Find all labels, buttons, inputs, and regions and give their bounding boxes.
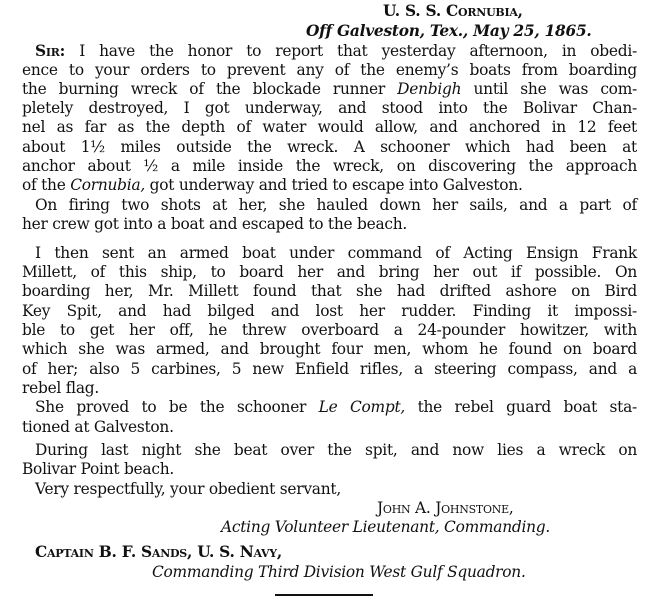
closing-line: Very respectfully, your obedient servant,	[35, 480, 341, 498]
paragraph-3-line-2: Millett, of this ship, to board her and bring her out if possible. On	[22, 263, 637, 281]
paragraph-1-line-8	[22, 176, 523, 195]
ship-name-denbigh: Denbigh	[397, 80, 462, 98]
paragraph-1-line-1	[35, 42, 637, 61]
paragraph-5-line-1: During last night she beat over the spit, and now lies a wreck on	[35, 441, 637, 459]
paragraph-4-line-1	[35, 398, 637, 417]
ship-heading	[383, 2, 523, 21]
text-segment: She proved to be the schooner	[35, 398, 319, 416]
ship-name: U. S. S. Cornubia,	[383, 2, 523, 20]
paragraph-3-line-8: rebel flag.	[22, 379, 100, 397]
location-date: Off Galveston, Tex., May 25, 1865.	[306, 22, 592, 40]
paragraph-2-line-1: On firing two shots at her, she hauled down her sails, and a part of	[35, 196, 637, 214]
signature-title: Acting Volunteer Lieutenant, Commanding.	[221, 518, 551, 536]
paragraph-3-line-5: ble to get her off, he threw overboard a 24-pounder howitzer, with	[22, 321, 637, 339]
addressee-title: Commanding Third Division West Gulf Squadron.	[152, 563, 526, 581]
paragraph-3-line-3: boarding her, Mr. Millett found that she had drifted ashore on Bird	[22, 282, 637, 300]
paragraph-1-line-6: about 1½ miles outside the wreck. A schooner which had been at	[22, 138, 637, 156]
text-segment: the burning wreck of the blockade runner	[22, 80, 398, 98]
ship-name-cornubia: Cornubia,	[70, 176, 146, 194]
signature-name: John A. Johnstone,	[377, 499, 514, 517]
schooner-name: Le Compt,	[318, 398, 406, 416]
paragraph-1-line-7: anchor about ½ a mile inside the wreck, on discovering the approach	[22, 157, 637, 175]
paragraph-4-line-2: tioned at Galveston.	[22, 418, 174, 436]
paragraph-5-line-2: Bolivar Point beach.	[22, 460, 175, 478]
text-line: I have the honor to report that yesterday afternoon, in obedi-	[79, 42, 637, 60]
paragraph-3-line-4: Key Spit, and had bilged and lost her rudder. Finding it impossi-	[22, 302, 637, 320]
paragraph-1-line-5: nel as far as the depth of water would allow, and anchored in 12 feet	[22, 118, 637, 136]
text-segment: the rebel guard boat sta-	[405, 398, 637, 416]
paragraph-3-line-6: which she was armed, and brought four men, whom he found on board	[22, 340, 637, 358]
text-segment: of the	[22, 176, 71, 194]
paragraph-1-line-2: ence to your orders to prevent any of the enemy’s boats from boarding	[22, 61, 637, 79]
text-segment: until she was com-	[461, 80, 637, 98]
text-segment: got underway and tried to escape into Galveston.	[145, 176, 523, 194]
paragraph-3-line-7: of her; also 5 carbines, 5 new Enfield rifles, a steering compass, and a	[22, 360, 637, 378]
salutation: Sir:	[35, 42, 66, 60]
addressee-name: Captain B. F. Sands, U. S. Navy,	[35, 543, 283, 561]
paragraph-1-line-3	[22, 80, 637, 99]
paragraph-3-line-1: I then sent an armed boat under command of Acting Ensign Frank	[35, 244, 637, 262]
closing-rule	[275, 594, 373, 596]
paragraph-2-line-2: her crew got into a boat and escaped to the beach.	[22, 215, 408, 233]
paragraph-1-line-4: pletely destroyed, I got underway, and stood into the Bolivar Chan-	[22, 99, 637, 117]
